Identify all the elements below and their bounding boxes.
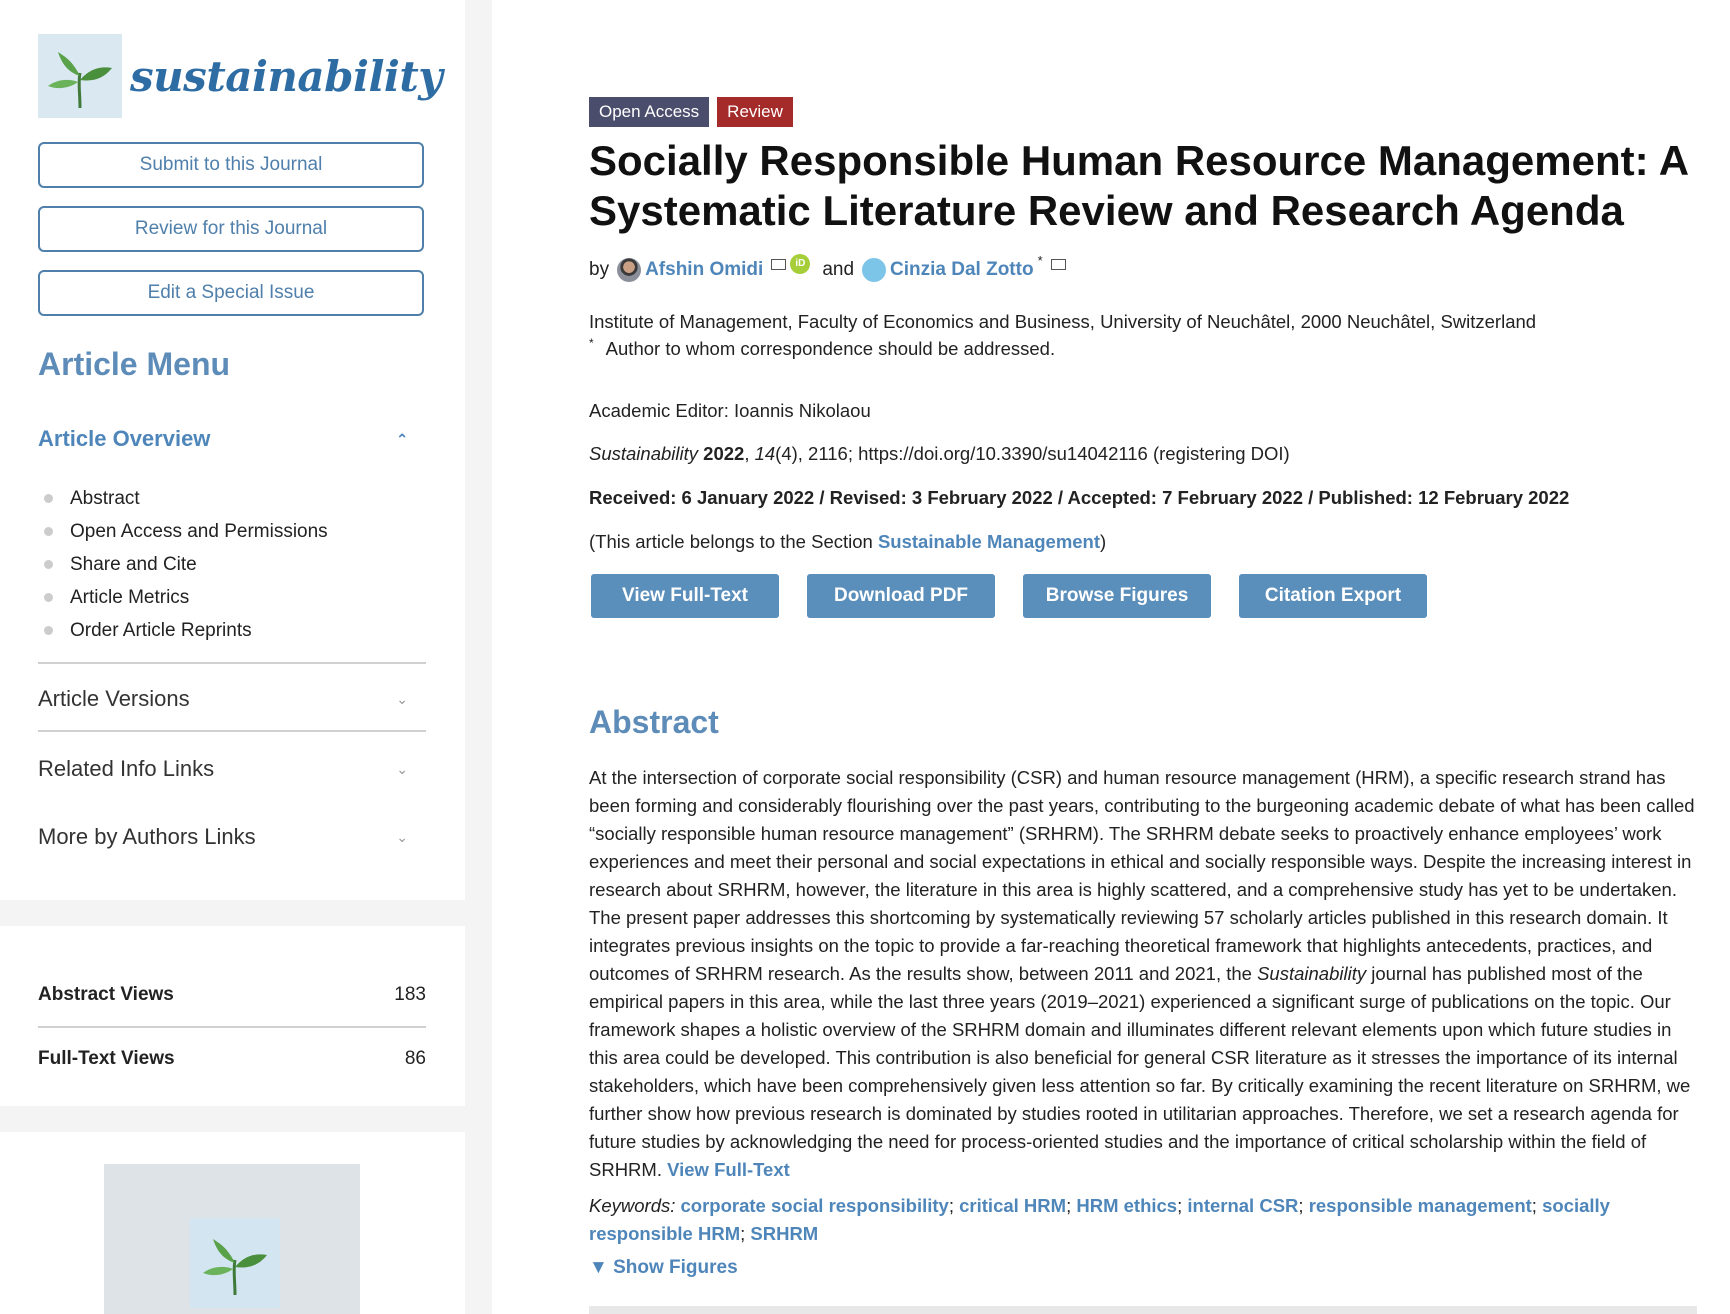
download-pdf-button[interactable]: Download PDF [807, 574, 995, 618]
section-label: More by Authors Links [38, 824, 256, 849]
overview-item-label: Order Article Reprints [70, 619, 252, 641]
citation-export-button[interactable]: Citation Export [1239, 574, 1427, 618]
footnote-star: * [589, 336, 594, 350]
citation-volume: 14 [754, 443, 776, 464]
fulltext-views-row [38, 1048, 426, 1070]
chevron-up-icon: ⌃ [396, 430, 408, 447]
keyword-link[interactable]: internal CSR [1187, 1195, 1299, 1216]
overview-item-open-access[interactable] [44, 515, 328, 548]
abstract-text [589, 764, 1697, 1184]
author-link-dal-zotto[interactable]: Cinzia Dal Zotto [890, 259, 1034, 280]
section-membership [589, 531, 1106, 553]
article-overview-toggle[interactable] [38, 426, 408, 452]
and-label: and [822, 259, 855, 280]
article-views-card [0, 926, 465, 1106]
sidebar [0, 0, 465, 1314]
citation-line: Sustainability 2022, 14(4), 2116; https://doi.org/10.3390/su14042116 (registering DOI) [589, 443, 1290, 464]
abstract-part: At the intersection of corporate social responsibility (CSR) and human resource management (HRM), a specific research strand has been forming and considerably flourishing over the past years, contributing to the burgeoning academic debate of what has been called “socially responsible human resource management” (SRHRM). The SRHRM debate seeks to proactively enhance employees’ work experiences and meet their personal and social expectations in ethical and socially responsible ways. Despite the increasing interest in research about SRHRM, however, the literature in this area is highly scattered, and a comprehensive study has yet to be undertaken. The present paper addresses this shortcoming by systematically reviewing 57 scholarly articles published in this research domain. It integrates previous insights on the topic to provide a far-reaching theoretical framework that highlights antecedents, practices, and outcomes of SRHRM research. As the results show, between 2011 and 2021, the [589, 767, 1695, 984]
browse-figures-button[interactable]: Browse Figures [1023, 574, 1211, 618]
affiliation: Institute of Management, Faculty of Economics and Business, University of Neuchâtel, 2000 Neuchâtel, Switzerland [589, 311, 1537, 332]
citation-journal: Sustainability [589, 443, 699, 464]
keyword-link[interactable]: HRM ethics [1076, 1195, 1178, 1216]
orcid-icon[interactable]: iD [790, 254, 810, 274]
overview-item-metrics[interactable] [44, 581, 328, 614]
bullet-icon [44, 593, 53, 602]
overview-item-abstract[interactable] [44, 482, 328, 515]
views-label: Full-Text Views [38, 1048, 175, 1069]
journal-name: sustainability [130, 51, 443, 101]
overview-item-label: Open Access and Permissions [70, 520, 328, 542]
overview-item-share-cite[interactable] [44, 548, 328, 581]
keyword-link[interactable]: corporate social responsibility [680, 1195, 949, 1216]
keyword-link[interactable]: critical HRM [959, 1195, 1067, 1216]
section-suffix: ) [1100, 531, 1107, 552]
views-count: 183 [394, 984, 426, 1005]
abstract-views-row [38, 984, 426, 1006]
article-actions [591, 574, 1455, 618]
view-full-text-button[interactable]: View Full-Text [591, 574, 779, 618]
journal-cover-image[interactable] [104, 1164, 360, 1314]
review-for-journal-button[interactable]: Review for this Journal [38, 206, 424, 252]
section-label: Related Info Links [38, 756, 215, 781]
publication-dates: Received: 6 January 2022 / Revised: 3 February 2022 / Accepted: 7 February 2022 / Published: 12 February 2022 [589, 487, 1570, 508]
abstract-heading: Abstract [589, 704, 719, 740]
abstract-part: journal has published most of the empirical papers in this area, while the last three years (2019–2021) experienced a significant surge of publications on the topic. Our framework shapes a holistic overview of the SRHRM domain and illuminates different relevant elements upon which future studies in this area could be developed. This contribution is also beneficial for general CSR literature as it stresses the importance of its internal stakeholders, which have been comprehensively given less attention so far. By critically examining the recent literature on SRHRM, we further show how previous research is dominated by studies rooted in utilitarian approaches. Therefore, we set a research agenda for future studies by acknowledging the need for process-oriented studies and the importance of critical scholarship within the field of SRHRM. [589, 963, 1691, 1180]
show-figures-toggle[interactable]: ▼ Show Figures [589, 1257, 738, 1278]
figures-panel-edge [589, 1306, 1697, 1314]
article-versions-toggle[interactable] [38, 686, 408, 712]
keywords-label: Keywords: [589, 1195, 676, 1216]
open-access-badge: Open Access [589, 97, 709, 127]
keywords: Keywords: corporate social responsibility; critical HRM; HRM ethics; internal CSR; responsible management; socially responsible HRM; SRHRM [589, 1195, 1610, 1244]
bullet-icon [44, 560, 53, 569]
sidebar-main-card [0, 0, 465, 900]
author-line [589, 252, 1066, 282]
section-prefix: (This article belongs to the Section [589, 531, 878, 552]
sprout-logo-icon [38, 34, 122, 118]
article-badges [589, 97, 801, 127]
academic-editor: Academic Editor: Ioannis Nikolaou [589, 400, 871, 421]
divider [38, 730, 426, 732]
related-info-links-toggle[interactable] [38, 756, 408, 782]
submit-to-journal-button[interactable]: Submit to this Journal [38, 142, 424, 188]
views-label: Abstract Views [38, 984, 174, 1005]
keyword-link[interactable]: SRHRM [750, 1223, 819, 1244]
abstract-view-full-text-link[interactable]: View Full-Text [667, 1159, 790, 1180]
chevron-down-icon: ⌄ [396, 760, 408, 777]
abstract-journal-name: Sustainability [1257, 963, 1367, 984]
sprout-logo-icon [190, 1218, 280, 1308]
mail-icon[interactable] [771, 259, 786, 270]
article-main [492, 0, 1730, 1314]
correspondence-text: Author to whom correspondence should be addressed. [605, 338, 1056, 359]
bullet-icon [44, 626, 53, 635]
views-count: 86 [404, 1048, 426, 1069]
author-link-omidi[interactable]: Afshin Omidi [645, 259, 764, 280]
section-link[interactable]: Sustainable Management [877, 531, 1101, 552]
journal-logo[interactable] [38, 34, 442, 118]
correspondence-note [589, 338, 1055, 360]
section-label: Article Versions [38, 686, 190, 711]
keyword-link[interactable]: socially responsible HRM [589, 1195, 1610, 1244]
article-title: Socially Responsible Human Resource Management: A Systematic Literature Review and Research Agenda [589, 137, 1688, 234]
bullet-icon [44, 527, 53, 536]
user-avatar-icon [862, 258, 886, 282]
review-badge: Review [717, 97, 793, 127]
chevron-down-icon: ⌄ [396, 828, 408, 845]
chevron-down-icon: ⌄ [396, 690, 408, 707]
more-by-authors-toggle[interactable] [38, 824, 408, 850]
article-overview-list [44, 482, 328, 647]
overview-item-label: Share and Cite [70, 553, 197, 575]
divider [38, 1026, 426, 1028]
citation-doi: (4), 2116; https://doi.org/10.3390/su14042116 (registering DOI) [775, 443, 1290, 464]
corresponding-star: * [1037, 252, 1043, 268]
edit-special-issue-button[interactable]: Edit a Special Issue [38, 270, 424, 316]
mail-icon[interactable] [1051, 259, 1066, 270]
article-menu-title: Article Menu [38, 346, 231, 382]
article-overview-label: Article Overview [38, 426, 211, 451]
author-photo-avatar [617, 258, 641, 282]
bullet-icon [44, 494, 53, 503]
overview-item-reprints[interactable] [44, 614, 328, 647]
overview-item-label: Article Metrics [70, 586, 190, 608]
citation-year: 2022 [703, 443, 745, 464]
overview-item-label: Abstract [70, 487, 140, 509]
divider [38, 662, 426, 664]
by-label: by [589, 259, 610, 280]
keyword-link[interactable]: responsible management [1308, 1195, 1532, 1216]
